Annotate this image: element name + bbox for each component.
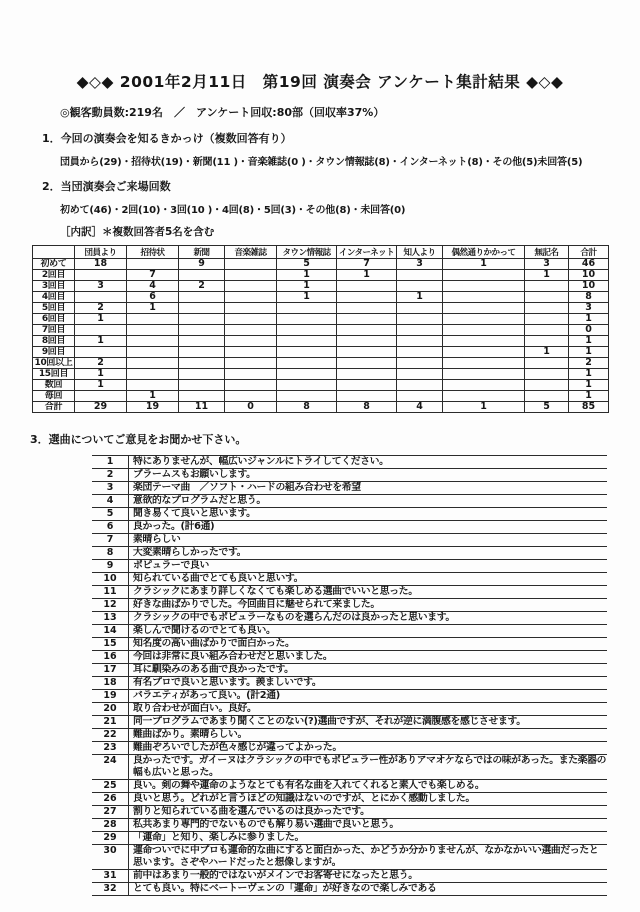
count-cell: 29 <box>75 402 127 413</box>
count-column-header <box>33 246 75 259</box>
comment-row <box>92 806 607 819</box>
count-row <box>33 402 609 413</box>
comment-text: 良い。剣の舞や運命のようなとても有名な曲を入れてくれると素人でも楽しめる。 <box>129 780 608 793</box>
count-row-label: 初めて <box>33 259 75 270</box>
comment-text: 知名度の高い曲ばかりで面白かった。 <box>129 638 608 651</box>
attendance-summary: ◎観客動員数:219名 ／ アンケート回収:80部（回収率37%） <box>60 106 385 119</box>
comment-number: 8 <box>92 547 129 560</box>
count-cell: 5 <box>277 259 337 270</box>
comment-row <box>92 612 607 625</box>
comment-number: 1 <box>92 456 129 469</box>
count-cell: 1 <box>75 314 127 325</box>
question-1-heading: 1．今回の演奏会を知るきかっけ（複数回答有り） <box>42 132 292 145</box>
count-cell <box>75 347 127 358</box>
count-cell <box>225 369 277 380</box>
comment-number: 4 <box>92 495 129 508</box>
comment-number: 22 <box>92 729 129 742</box>
comment-row <box>92 819 607 832</box>
count-cell <box>127 259 179 270</box>
comments-table <box>92 455 607 896</box>
count-cell <box>277 325 337 336</box>
count-cell <box>337 380 397 391</box>
count-cell <box>525 292 569 303</box>
comment-row <box>92 716 607 729</box>
comment-number: 7 <box>92 534 129 547</box>
comment-text: 知られている曲でとても良いと思いす。 <box>129 573 608 586</box>
comment-row <box>92 845 607 870</box>
count-cell: 1 <box>569 369 609 380</box>
comment-text: とても良い。特にベートーヴェンの「運命」が好きなので楽しみである <box>129 883 608 896</box>
count-cell: 1 <box>569 314 609 325</box>
comment-number: 28 <box>92 819 129 832</box>
comment-text: ブラームスもお願いします。 <box>129 469 608 482</box>
count-cell <box>525 336 569 347</box>
count-cell <box>337 358 397 369</box>
comment-row <box>92 547 607 560</box>
count-cell: 4 <box>127 281 179 292</box>
count-row <box>33 391 609 402</box>
count-cell <box>225 303 277 314</box>
count-cell <box>443 303 525 314</box>
comment-text: 特にありませんが、幅広いジャンルにトライしてください。 <box>129 456 608 469</box>
count-cell: 0 <box>225 402 277 413</box>
comment-number: 24 <box>92 755 129 780</box>
count-cell: 1 <box>397 292 443 303</box>
count-cell <box>277 380 337 391</box>
comment-number: 14 <box>92 625 129 638</box>
count-row <box>33 336 609 347</box>
question-3-heading: 3．選曲についてご意見をお聞かせ下さい。 <box>30 433 247 446</box>
count-row-label: 合計 <box>33 402 75 413</box>
comment-text: 前中はあまり一般的ではないがメインでお客寄せになったと思う。 <box>129 870 608 883</box>
count-cell <box>397 391 443 402</box>
count-column-header: 知人より <box>397 246 443 259</box>
count-cell <box>277 314 337 325</box>
comment-row <box>92 456 607 469</box>
count-cell: 7 <box>127 270 179 281</box>
count-cell <box>337 369 397 380</box>
count-cell <box>337 303 397 314</box>
count-cell <box>397 281 443 292</box>
count-cell <box>225 358 277 369</box>
comment-row <box>92 599 607 612</box>
count-cell <box>225 391 277 402</box>
comment-row <box>92 742 607 755</box>
count-cell <box>179 270 225 281</box>
count-cell: 1 <box>277 281 337 292</box>
comment-text: 運命ついでに中プロも運命的な曲にすると面白かった、かどうか分かりませんが、なかなかいい選曲だったと思います。さぞやハードだったと想像しますが。 <box>129 845 608 870</box>
comment-number: 23 <box>92 742 129 755</box>
comment-text: 良いと思う。どれがと言うほどの知識はないのですが、とにかく感動しました。 <box>129 793 608 806</box>
question-2-answers: 初めて(46)・2回(10)・3回(10 )・4回(8)・5回(3)・その他(8)・未回答(0) <box>60 205 406 216</box>
comment-text: 素晴らしい <box>129 534 608 547</box>
comment-text: 同一プログラムであまり聞くことのない(?)選曲ですが、それが逆に満腹感を感じさせます。 <box>129 716 608 729</box>
comment-text: 好きな曲ばかりでした。今回曲目に魅せられて来ました。 <box>129 599 608 612</box>
count-cell <box>179 303 225 314</box>
count-cell <box>225 259 277 270</box>
comment-number: 26 <box>92 793 129 806</box>
count-cell <box>397 314 443 325</box>
count-cell <box>525 325 569 336</box>
count-row-label: 10回以上 <box>34 358 73 368</box>
comment-number: 30 <box>92 845 129 870</box>
visit-count-table <box>32 245 609 413</box>
comment-row <box>92 832 607 845</box>
count-column-header: 偶然通りかかって <box>443 246 525 259</box>
count-cell <box>525 358 569 369</box>
count-cell <box>225 325 277 336</box>
count-cell <box>397 336 443 347</box>
count-cell <box>179 336 225 347</box>
count-cell: 4 <box>397 402 443 413</box>
count-cell: 1 <box>75 336 127 347</box>
count-cell: 8 <box>337 402 397 413</box>
count-cell: 9 <box>179 259 225 270</box>
count-cell: 1 <box>277 270 337 281</box>
count-cell <box>277 391 337 402</box>
count-row <box>33 325 609 336</box>
count-row-label: 9回目 <box>33 347 75 358</box>
count-cell: 2 <box>75 358 127 369</box>
count-cell: 1 <box>75 369 127 380</box>
count-cell <box>277 358 337 369</box>
count-row-label: 15回目 <box>33 369 75 380</box>
count-column-header: 招待状 <box>127 246 179 259</box>
document-title: ◆◇◆ 2001年2月11日 第19回 演奏会 アンケート集計結果 ◆◇◆ <box>76 73 564 91</box>
count-cell <box>525 281 569 292</box>
question-2-heading: 2．当団演奏会ご来場回数 <box>42 180 171 193</box>
comment-row <box>92 883 607 896</box>
comment-number: 12 <box>92 599 129 612</box>
count-cell: 11 <box>179 402 225 413</box>
count-row-label: 7回目 <box>33 325 75 336</box>
count-cell <box>397 347 443 358</box>
count-cell <box>179 314 225 325</box>
comment-number: 13 <box>92 612 129 625</box>
count-cell <box>337 336 397 347</box>
count-cell <box>127 369 179 380</box>
comment-number: 16 <box>92 651 129 664</box>
count-cell: 1 <box>337 270 397 281</box>
count-cell: 46 <box>569 259 609 270</box>
count-cell: 1 <box>569 391 609 402</box>
count-cell: 1 <box>127 303 179 314</box>
comment-number: 2 <box>92 469 129 482</box>
comment-text: 割りと知られている曲を選んでいるのは良かったです。 <box>129 806 608 819</box>
count-cell: 18 <box>75 259 127 270</box>
count-cell <box>443 369 525 380</box>
count-cell <box>179 391 225 402</box>
count-cell <box>397 325 443 336</box>
count-cell: 3 <box>397 259 443 270</box>
count-cell <box>225 314 277 325</box>
count-cell <box>225 380 277 391</box>
count-cell <box>337 281 397 292</box>
count-cell <box>225 336 277 347</box>
count-cell <box>397 358 443 369</box>
comment-text: 私共あまり専門的でないものでも解り易い選曲で良いと思う。 <box>129 819 608 832</box>
count-cell <box>277 369 337 380</box>
count-cell: 3 <box>569 303 609 314</box>
count-cell <box>75 270 127 281</box>
count-cell <box>75 292 127 303</box>
count-cell: 2 <box>569 358 609 369</box>
count-column-header: インターネット <box>337 246 397 259</box>
count-cell <box>277 347 337 358</box>
comment-number: 19 <box>92 690 129 703</box>
count-cell <box>525 314 569 325</box>
count-row <box>33 380 609 391</box>
comment-text: 意欲的なプログラムだと思う。 <box>129 495 608 508</box>
count-cell <box>127 347 179 358</box>
comment-row <box>92 521 607 534</box>
comment-text: バラエティがあって良い。(計2通) <box>129 690 608 703</box>
comment-number: 32 <box>92 883 129 896</box>
breakdown-note: ［内訳］＊複数回答者5名を含む <box>60 226 215 238</box>
count-cell <box>443 270 525 281</box>
count-cell <box>179 358 225 369</box>
count-cell <box>337 314 397 325</box>
comment-row <box>92 755 607 780</box>
count-cell <box>225 347 277 358</box>
count-cell <box>75 325 127 336</box>
count-cell <box>127 358 179 369</box>
count-cell <box>443 380 525 391</box>
count-row-label: 5回目 <box>33 303 75 314</box>
count-cell: 10 <box>569 281 609 292</box>
comment-text: 難曲ぞろいでしたが色々感じが違ってよかった。 <box>129 742 608 755</box>
comment-text: 耳に馴染みのある曲で良かったです。 <box>129 664 608 677</box>
count-cell: 85 <box>569 402 609 413</box>
comment-row <box>92 651 607 664</box>
count-row-label: 3回目 <box>33 281 75 292</box>
count-cell <box>525 303 569 314</box>
count-column-header: タウン情報誌 <box>277 246 337 259</box>
count-cell: 1 <box>569 380 609 391</box>
count-cell <box>443 347 525 358</box>
comment-row <box>92 573 607 586</box>
comment-number: 11 <box>92 586 129 599</box>
comment-number: 17 <box>92 664 129 677</box>
count-cell <box>337 292 397 303</box>
count-cell <box>443 336 525 347</box>
comment-text: 大変素晴らしかったです。 <box>129 547 608 560</box>
comment-number: 29 <box>92 832 129 845</box>
count-column-header: 音楽雑誌 <box>225 246 277 259</box>
count-cell: 1 <box>277 292 337 303</box>
comment-row <box>92 469 607 482</box>
comment-number: 9 <box>92 560 129 573</box>
count-column-header: 新聞 <box>179 246 225 259</box>
count-row-label: 数回 <box>33 380 75 391</box>
comment-number: 3 <box>92 482 129 495</box>
count-cell <box>525 391 569 402</box>
count-cell: 2 <box>179 281 225 292</box>
comment-row <box>92 482 607 495</box>
count-cell: 1 <box>569 347 609 358</box>
count-table-header-row <box>33 246 609 259</box>
count-cell: 8 <box>277 402 337 413</box>
comment-number: 21 <box>92 716 129 729</box>
count-cell: 1 <box>443 402 525 413</box>
count-cell <box>179 325 225 336</box>
comment-row <box>92 508 607 521</box>
comment-text: 聞き易くて良いと思います。 <box>129 508 608 521</box>
count-row <box>33 292 609 303</box>
comment-text: クラシックの中でもポピュラーなものを選らんだのは良かったと思います。 <box>129 612 608 625</box>
count-cell <box>127 380 179 391</box>
count-row <box>33 347 609 358</box>
count-cell: 5 <box>525 402 569 413</box>
count-cell: 2 <box>75 303 127 314</box>
comment-number: 25 <box>92 780 129 793</box>
count-cell <box>337 391 397 402</box>
comment-row <box>92 664 607 677</box>
count-row-label: 8回目 <box>33 336 75 347</box>
count-cell <box>225 281 277 292</box>
count-cell <box>443 325 525 336</box>
comment-row <box>92 586 607 599</box>
comment-number: 10 <box>92 573 129 586</box>
comment-row <box>92 690 607 703</box>
count-cell: 8 <box>569 292 609 303</box>
count-cell <box>397 380 443 391</box>
count-cell <box>127 336 179 347</box>
count-cell <box>443 314 525 325</box>
count-row <box>33 281 609 292</box>
count-cell <box>127 314 179 325</box>
count-row-label: 2回目 <box>33 270 75 281</box>
count-row <box>33 369 609 380</box>
comment-row <box>92 638 607 651</box>
count-cell: 3 <box>75 281 127 292</box>
count-cell <box>179 292 225 303</box>
count-column-header: 無記名 <box>525 246 569 259</box>
comment-text: 楽しんで聞けるのでとても良い。 <box>129 625 608 638</box>
count-cell <box>225 270 277 281</box>
comment-number: 18 <box>92 677 129 690</box>
count-row <box>33 259 609 270</box>
comment-text: 楽団テーマ曲 ／ソフト・ハードの組み合わせを希望 <box>129 482 608 495</box>
count-cell: 3 <box>525 259 569 270</box>
comment-number: 20 <box>92 703 129 716</box>
count-cell <box>337 347 397 358</box>
count-cell <box>525 369 569 380</box>
count-cell <box>277 303 337 314</box>
comment-row <box>92 793 607 806</box>
comment-text: 取り合わせが面白い。良好。 <box>129 703 608 716</box>
comment-row <box>92 560 607 573</box>
comment-text: 「運命」と知り、楽しみに参りました。 <box>129 832 608 845</box>
comment-text: ポピュラーで良い <box>129 560 608 573</box>
comment-row <box>92 625 607 638</box>
count-row-label: 6回目 <box>33 314 75 325</box>
count-cell <box>443 292 525 303</box>
count-row <box>33 358 609 369</box>
count-cell <box>397 270 443 281</box>
comment-row <box>92 870 607 883</box>
count-cell <box>179 347 225 358</box>
comment-number: 31 <box>92 870 129 883</box>
count-cell <box>179 380 225 391</box>
count-cell <box>127 325 179 336</box>
question-1-answers: 団員から(29)・招待状(19)・新聞(11 )・音楽雑誌(0 )・タウン情報誌(8)・インターネット(8)・その他(5)未回答(5) <box>60 157 583 168</box>
count-cell <box>277 336 337 347</box>
comment-text: 有名プロで良いと思います。羨ましいです。 <box>129 677 608 690</box>
comment-text: 難曲ばかり。素晴らしい。 <box>129 729 608 742</box>
count-column-header: 団員より <box>75 246 127 259</box>
count-cell <box>337 325 397 336</box>
count-row-label: 4回目 <box>33 292 75 303</box>
count-cell: 1 <box>443 259 525 270</box>
count-cell <box>397 303 443 314</box>
count-cell: 19 <box>127 402 179 413</box>
count-cell: 1 <box>75 380 127 391</box>
comment-text: 今回は非常に良い組み合わせだと思いました。 <box>129 651 608 664</box>
count-cell <box>75 391 127 402</box>
count-column-header: 合計 <box>569 246 609 259</box>
comment-row <box>92 495 607 508</box>
comment-number: 5 <box>92 508 129 521</box>
count-cell: 0 <box>569 325 609 336</box>
comment-text: 良かったです。ガイーヌはクラシックの中でもポピュラー性がありアマオケならではの味があった。また楽器の幅も広いと思った。 <box>129 755 608 780</box>
comment-row <box>92 534 607 547</box>
comment-row <box>92 729 607 742</box>
comment-number: 6 <box>92 521 129 534</box>
comment-text: クラシックにあまり詳しくなくても楽しめる選曲でいいと思った。 <box>129 586 608 599</box>
count-cell: 10 <box>569 270 609 281</box>
count-cell <box>397 369 443 380</box>
count-row <box>33 303 609 314</box>
count-cell <box>179 369 225 380</box>
count-cell: 1 <box>525 347 569 358</box>
count-cell <box>443 358 525 369</box>
count-cell: 1 <box>127 391 179 402</box>
count-row <box>33 270 609 281</box>
comment-row <box>92 780 607 793</box>
comment-row <box>92 703 607 716</box>
comment-row <box>92 677 607 690</box>
comment-number: 15 <box>92 638 129 651</box>
count-cell: 1 <box>525 270 569 281</box>
count-cell <box>225 292 277 303</box>
count-cell <box>443 391 525 402</box>
count-cell <box>443 281 525 292</box>
count-cell: 7 <box>337 259 397 270</box>
count-row <box>33 314 609 325</box>
comment-number: 27 <box>92 806 129 819</box>
count-cell <box>525 380 569 391</box>
count-cell: 6 <box>127 292 179 303</box>
count-row-label: 毎回 <box>33 391 75 402</box>
count-cell: 1 <box>569 336 609 347</box>
comment-text: 良かった。(計6通) <box>129 521 608 534</box>
